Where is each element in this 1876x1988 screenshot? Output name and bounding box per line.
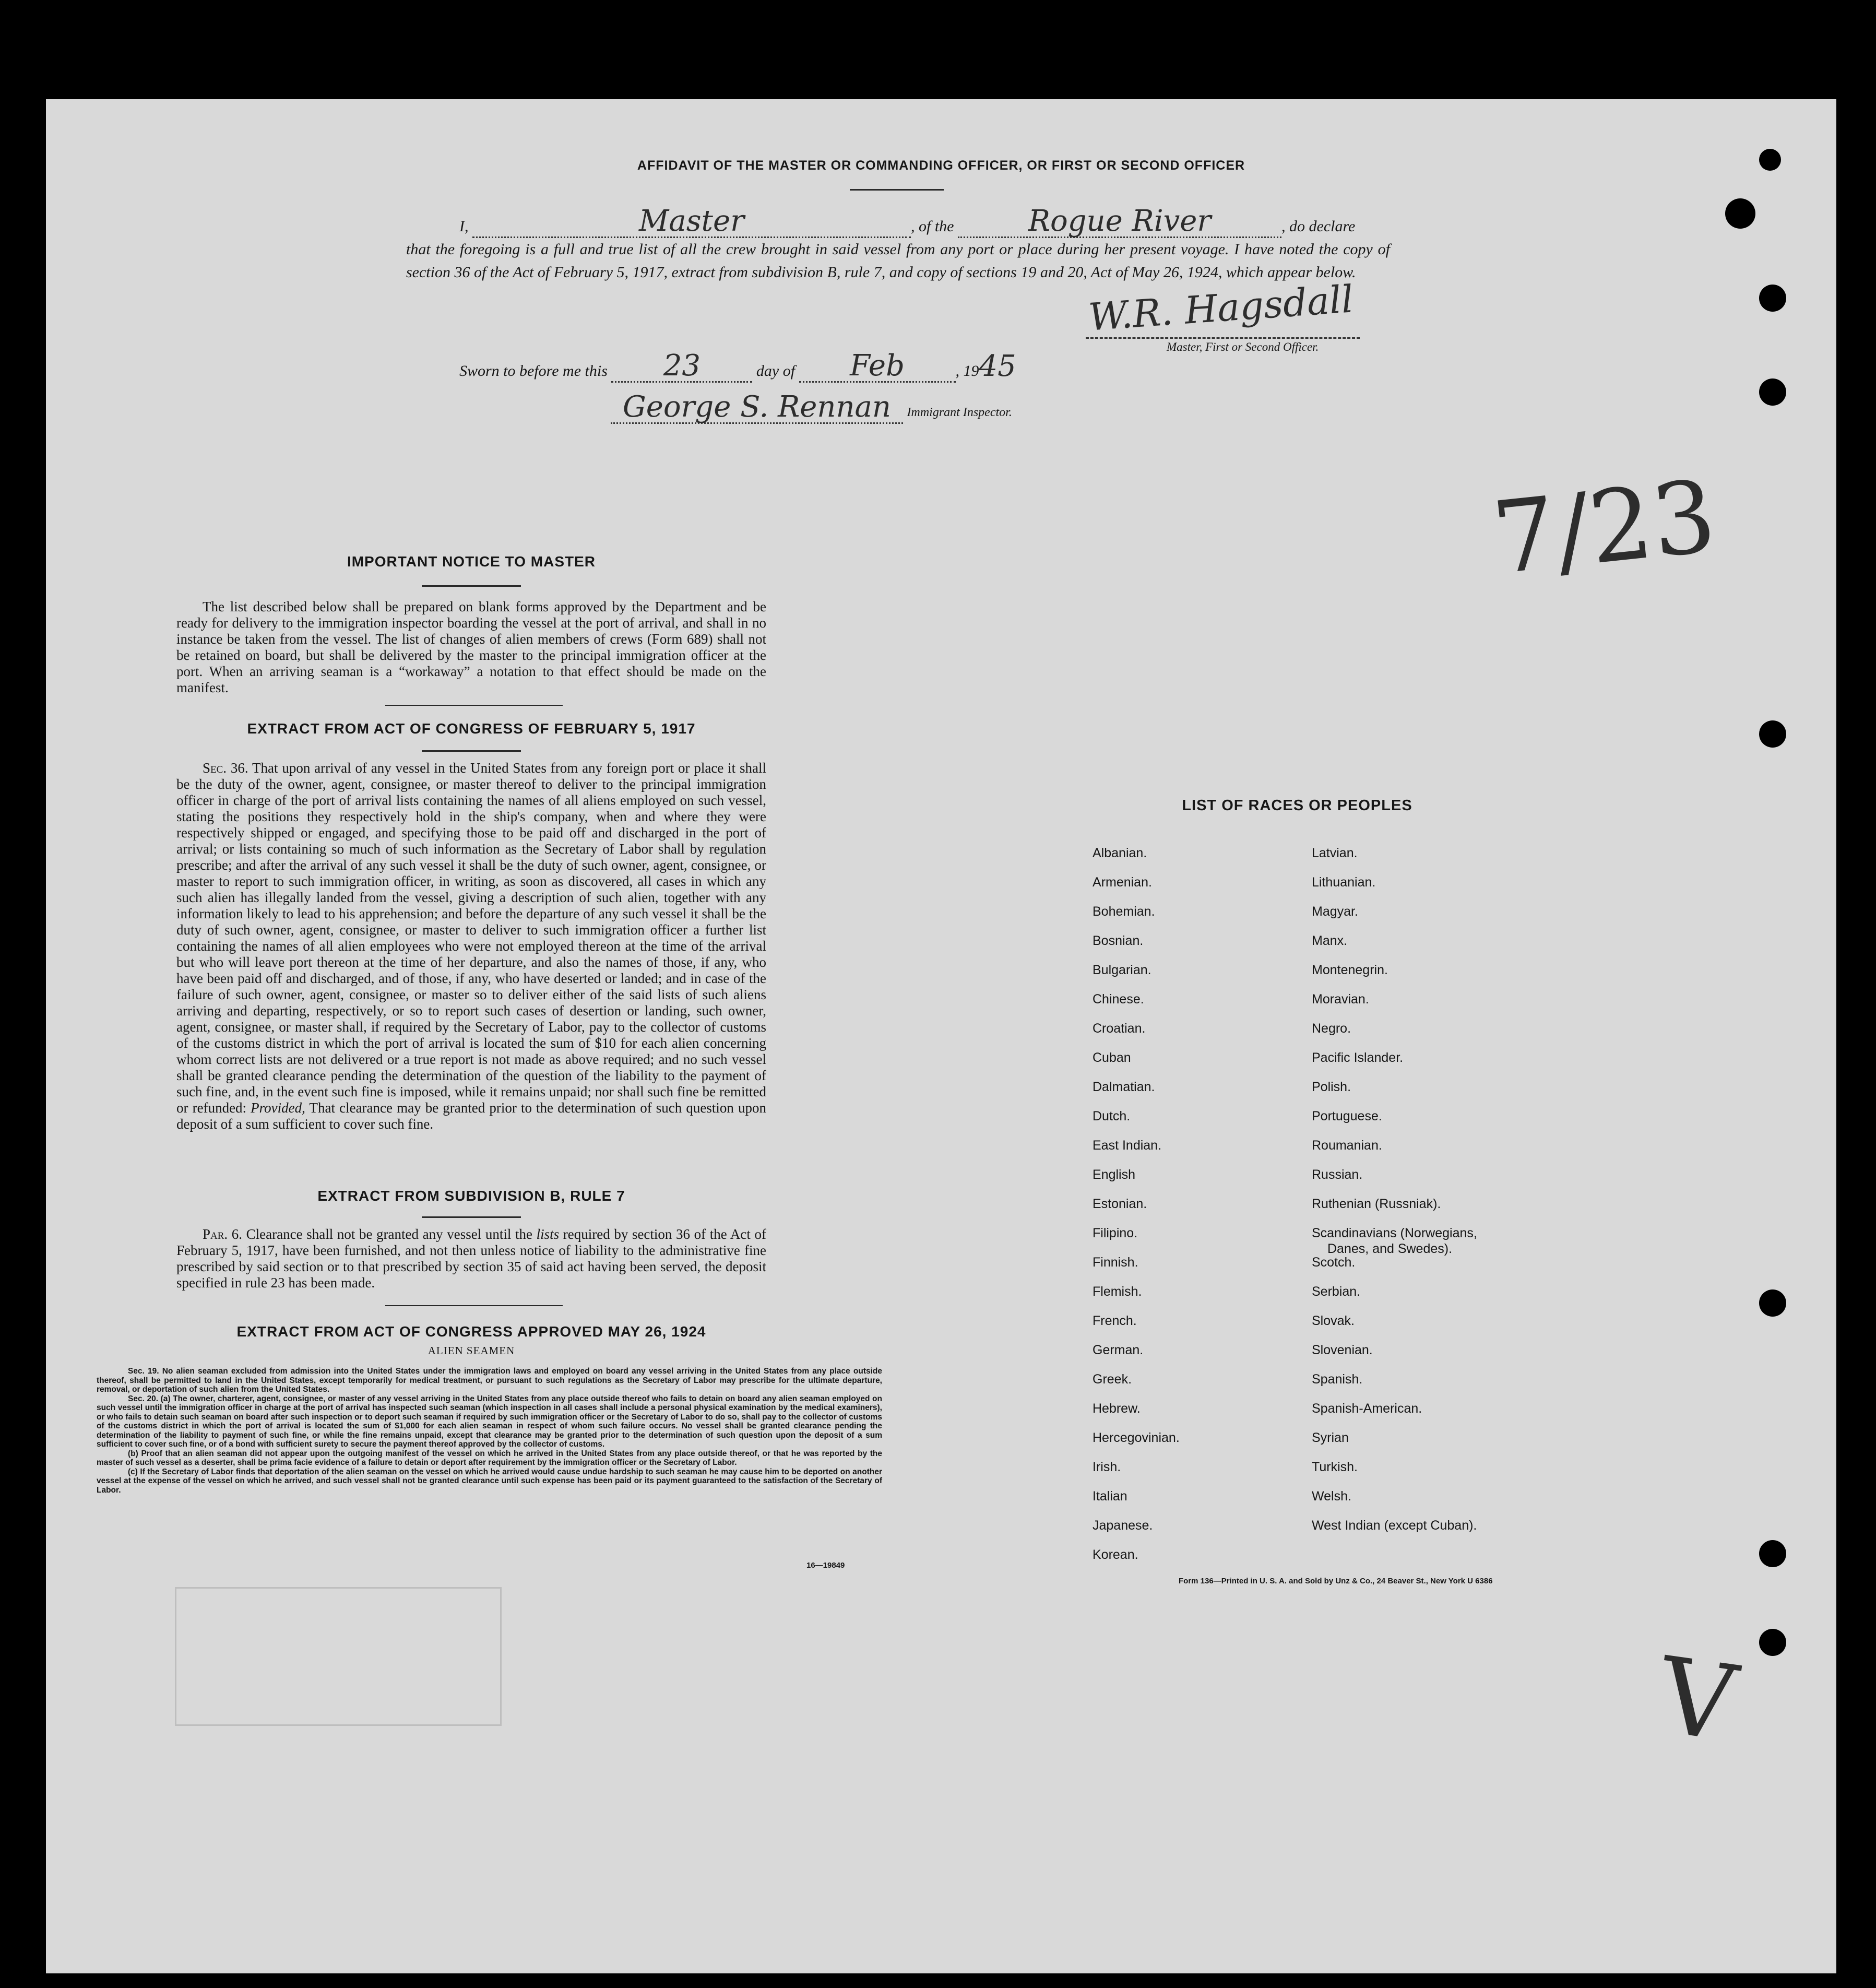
faded-stamp <box>175 1587 502 1726</box>
race-item: Hebrew. <box>1093 1401 1141 1416</box>
alien-seamen-subtitle: ALIEN SEAMEN <box>428 1344 515 1357</box>
notice-rule <box>422 585 521 587</box>
race-item: Moravian. <box>1312 992 1369 1007</box>
month-entry: Feb <box>850 349 905 383</box>
affidavit-title: AFFIDAVIT OF THE MASTER OR COMMANDING OFFICER, OR FIRST OR SECOND OFFICER <box>637 158 1245 173</box>
extract-1917-rule <box>422 750 521 752</box>
master-signature: W.R. Hagsdall <box>1087 277 1355 339</box>
rule-7-text: Par. 6. Clearance shall not be granted any vessel until the lists required by section 36 of the Act of February 5, 1917, have been furnished, and not then unless notice of liability to the administrative fine prescribed by said section or to that prescribed by section 35 of said act having been served, the deposit specified in rule 23 has been made. <box>176 1226 766 1291</box>
race-item: Japanese. <box>1093 1518 1153 1533</box>
punch-hole <box>1759 1540 1786 1567</box>
race-item: Russian. <box>1312 1167 1363 1182</box>
race-item: Spanish. <box>1312 1372 1363 1387</box>
notice-text: The list described below shall be prepared on blank forms approved by the Department and be ready for delivery to the immigration inspector boarding the vessel at the port of arrival, and shall in no instance be taken from the vessel. The list of changes of alien members of crews (Form 689) shall not be retained on board, but shall be delivered by the master to the principal immigration officer at the port. When an arriving seaman is a “workaway” a notation to that effect should be made on the manifest. <box>176 599 766 695</box>
affidavit-body: that the foregoing is a full and true list of all the crew brought in said vessel from any port or place during her present voyage. I have noted the copy of section 36 of the Act of February 5, 1917, extract from subdivision B, rule 7, and copy of sections 19 and 20, Act of May 26, 1924, which appear below. <box>406 241 1390 281</box>
extract-1917-title: EXTRACT FROM ACT OF CONGRESS OF FEBRUARY 5, 1917 <box>247 720 696 737</box>
rule-7-title: EXTRACT FROM SUBDIVISION B, RULE 7 <box>317 1188 625 1204</box>
race-item: Bohemian. <box>1093 904 1155 919</box>
section-divider <box>385 705 563 706</box>
race-item: Scotch. <box>1312 1255 1356 1270</box>
vessel-name-entry: Rogue River <box>1028 204 1212 238</box>
race-item: Bulgarian. <box>1093 963 1151 977</box>
extract-1924-title: EXTRACT FROM ACT OF CONGRESS APPROVED MAY 26, 1924 <box>236 1323 706 1340</box>
affidavit-line-1: I, Master , of the Rogue River , do declare <box>459 204 1356 238</box>
corner-check-mark: V <box>1652 1635 1743 1766</box>
race-item: Flemish. <box>1093 1284 1142 1299</box>
race-item: Danes, and Swedes). <box>1327 1241 1453 1256</box>
race-item: Magyar. <box>1312 904 1358 919</box>
race-item: Armenian. <box>1093 875 1152 890</box>
title-rule <box>850 189 944 191</box>
section-36-text: Sec. 36. That upon arrival of any vessel in the United States from any foreign port or place it shall be the duty of the owner, agent, consignee, or master thereof to deliver to the principal immigration officer in charge of the port of arrival lists containing the names of all aliens employed on such vessel, stating the positions they respectively hold in the ship's company, when and where they were respectively shipped or engaged, and specifying those to be paid off and discharged in the port of arrival; or lists containing so much of such information as the Secretary of Labor shall by regulation prescribe; and after the arrival of any such vessel it shall be the duty of such owner, agent, consignee, or master to report to such immigration officer, in writing, as soon as discovered, all cases in which any such alien has illegally landed from the vessel, giving a description of such alien, together with any information likely to lead to his apprehension; and before the departure of any such vessel it shall be the duty of such owner, agent, consignee, or master to deliver to such immigration officer a further list containing the names of all alien employees who were not employed thereon at the time of the arrival but who will leave port thereon at the time of her departure, and also the names of those, if any, who have been paid off and discharged, and of those, if any, who have deserted or landed; and in case of the failure of such owner, agent, consignee, or master so to deliver either of the said lists of such aliens arriving and departing, respectively, or so to report such cases of desertion or landing, such owner, agent, consignee, or master shall, if required by the Secretary of Labor, pay to the collector of customs of the customs district in which the port of arrival is located the sum of $10 for each alien concerning whom correct lists are not delivered or a true report is not made as above required; and no such vessel shall be granted clearance pending the determination of the question of the liability to the payment of such fine, and, in the event such fine is imposed, while it remains unpaid; nor shall such fine be remitted or refunded: Provided, That clearance may be granted prior to the determination of such question upon deposit of a sum sufficient to cover such fine. <box>176 760 767 1132</box>
race-item: Portuguese. <box>1312 1109 1382 1123</box>
race-item: Manx. <box>1312 933 1348 948</box>
race-item: Syrian <box>1312 1430 1349 1445</box>
inspector-signature: George S. Rennan <box>622 390 891 424</box>
race-item: Italian <box>1093 1489 1127 1504</box>
signature-label: Master, First or Second Officer. <box>1167 340 1319 353</box>
margin-note: 7/23 <box>1487 458 1721 597</box>
master-entry: Master <box>639 204 744 238</box>
race-item: East Indian. <box>1093 1138 1162 1153</box>
form-code: 16—19849 <box>806 1561 845 1570</box>
punch-hole <box>1725 198 1755 229</box>
race-item: Chinese. <box>1093 992 1144 1007</box>
race-item: French. <box>1093 1314 1137 1328</box>
race-item: Slovak. <box>1312 1314 1355 1328</box>
race-item: Slovenian. <box>1312 1343 1373 1357</box>
inspector-line: George S. Rennan Immigrant Inspector. <box>611 397 1081 424</box>
race-item: Bosnian. <box>1093 933 1144 948</box>
race-item: Polish. <box>1312 1080 1351 1094</box>
punch-hole <box>1759 1289 1786 1317</box>
race-item: Latvian. <box>1312 846 1358 860</box>
notice-title: IMPORTANT NOTICE TO MASTER <box>347 553 596 570</box>
race-item: Roumanian. <box>1312 1138 1382 1153</box>
race-item: Spanish-American. <box>1312 1401 1422 1416</box>
punch-hole <box>1759 1629 1786 1656</box>
section-19-20-text: Sec. 19. No alien seaman excluded from admission into the United States under the immigration laws and employed on board any vessel arriving in the United States from any place outside thereof, shall be permitted to land in the United States, except temporarily for medical treatment, or pursuant to such regulations as the Secretary of Labor may prescribe for the ultimate departure, removal, or deportation of such alien from the United States. Sec. 20. (a) The owner, charterer, agent, consignee, or master of any vessel arriving in the United States from any place outside thereof who fails to detain on board any alien seaman employed on such vessel until the immigration officer in charge at the port of arrival has inspected such seaman (which inspection in all cases shall include a personal physical examination by the medical examiners), or who fails to detain such seaman on board after such inspection or to deport such seaman if required by such immigration officer or the Secretary of Labor to do so, shall pay to the collector of customs of the customs district in which the port of arrival is located the sum of $1,000 for each alien seaman in respect of whom such failure occurs. No vessel shall be granted clearance pending the determination of the liability to payment of such fine, or while the fine remains unpaid, except that clearance may be granted prior to the determination of such question upon the deposit of a sum sufficient to cover such fine, or of a bond with sufficient surety to secure the payment thereof approved by the collector of customs. (b) Proof that an alien seaman did not appear upon the outgoing manifest of the vessel on which he arrived in the United States from any place outside thereof, or that he was reported by the master of such vessel as a deserter, shall be prima facie evidence of a failure to detain or deport after requirement by the immigration officer or the Secretary of Labor. (c) If the Secretary of Labor finds that deportation of the alien seaman on the vessel on which he arrived would cause undue hardship to such seaman he may cause him to be deported on another vessel at the expense of the vessel on which he arrived, and such vessel shall not be granted clearance until such expense has been paid or its payment guaranteed to the satisfaction of the Secretary of Labor. <box>97 1367 882 1495</box>
race-item: Estonian. <box>1093 1197 1147 1211</box>
sworn-line: Sworn to before me this 23 day of Feb , 1945 <box>459 349 1016 383</box>
punch-hole <box>1759 720 1786 748</box>
race-item: Korean. <box>1093 1547 1138 1562</box>
signature-line <box>1086 337 1360 339</box>
race-item: Negro. <box>1312 1021 1351 1036</box>
race-item: Finnish. <box>1093 1255 1138 1270</box>
race-item: Irish. <box>1093 1460 1121 1474</box>
race-item: English <box>1093 1167 1135 1182</box>
race-item: Greek. <box>1093 1372 1132 1387</box>
race-item: Croatian. <box>1093 1021 1146 1036</box>
race-item: Dalmatian. <box>1093 1080 1155 1094</box>
race-item: Filipino. <box>1093 1226 1138 1240</box>
year-entry: 45 <box>979 349 1016 383</box>
race-item: West Indian (except Cuban). <box>1312 1518 1477 1533</box>
race-item: Ruthenian (Russniak). <box>1312 1197 1441 1211</box>
printer-footer: Form 136—Printed in U. S. A. and Sold by Unz & Co., 24 Beaver St., New York U 6386 <box>1179 1577 1493 1585</box>
race-item: Welsh. <box>1312 1489 1351 1504</box>
race-item: Serbian. <box>1312 1284 1361 1299</box>
race-item: Hercegovinian. <box>1093 1430 1180 1445</box>
race-item: Pacific Islander. <box>1312 1050 1404 1065</box>
race-item: Lithuanian. <box>1312 875 1376 890</box>
race-item: Montenegrin. <box>1312 963 1388 977</box>
punch-hole <box>1759 378 1786 406</box>
day-entry: 23 <box>663 349 700 383</box>
race-item: Turkish. <box>1312 1460 1358 1474</box>
races-title: LIST OF RACES OR PEOPLES <box>1182 797 1412 814</box>
race-item: Scandinavians (Norwegians, <box>1312 1226 1477 1240</box>
race-item: Albanian. <box>1093 846 1147 860</box>
race-item: German. <box>1093 1343 1144 1357</box>
race-item: Cuban <box>1093 1050 1131 1065</box>
punch-hole <box>1759 285 1786 312</box>
section-divider <box>385 1305 563 1306</box>
race-item: Dutch. <box>1093 1109 1131 1123</box>
rule-7-rule <box>422 1216 521 1218</box>
